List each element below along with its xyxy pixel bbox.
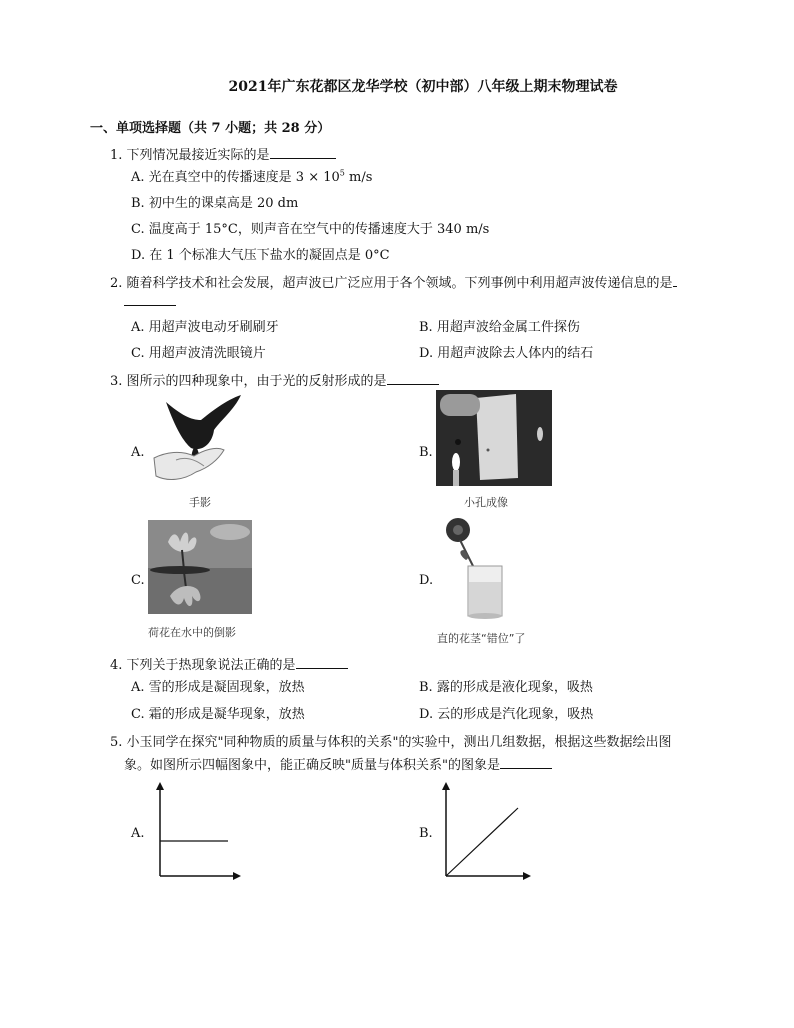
- caption-hand-shadow: 手影: [189, 496, 211, 509]
- q1-option-a[interactable]: A. 光在真空中的传播速度是 $3 \times 10^5$ m/s: [131, 168, 373, 185]
- q4-stem: 4. 下列关于热现象说法正确的是: [110, 654, 348, 673]
- q1-stem: 1. 下列情况最接近实际的是: [110, 144, 336, 163]
- q4-option-c[interactable]: C. 霜的形成是凝华现象，放热: [131, 707, 305, 722]
- q1-option-d[interactable]: D. 在 1 个标准大气压下盐水的凝固点是 0°C: [131, 248, 390, 263]
- q3-option-a[interactable]: A.: [131, 445, 145, 460]
- q1-option-b[interactable]: B. 初中生的课桌高是 20 dm: [131, 196, 299, 211]
- q5-option-a[interactable]: A.: [131, 826, 145, 841]
- q1-option-c[interactable]: C. 温度高于 15°C，则声音在空气中的传播速度大于 340 m/s: [131, 222, 490, 237]
- pinhole-imaging-image: [436, 390, 552, 486]
- answer-blank[interactable]: [500, 756, 552, 769]
- caption-flower: 直的花茎“错位”了: [437, 632, 526, 645]
- caption-pinhole: 小孔成像: [464, 496, 508, 509]
- y-axis-arrow: [156, 782, 164, 790]
- q3-option-d[interactable]: D.: [419, 573, 434, 588]
- q3-option-b[interactable]: B.: [419, 445, 433, 460]
- answer-blank[interactable]: [387, 372, 439, 385]
- graph-line-proportional: [446, 808, 518, 876]
- q4-option-d[interactable]: D. 云的形成是汽化现象，吸热: [419, 707, 594, 722]
- section-heading: 一、单项选择题（共 7 小题；共 28 分）: [90, 121, 331, 136]
- graph-a: [150, 780, 242, 880]
- answer-blank[interactable]: [296, 656, 348, 669]
- q4-option-b[interactable]: B. 露的形成是液化现象，吸热: [419, 680, 593, 695]
- q5-stem-line1: 5. 小玉同学在探究"同种物质的质量与体积的关系"的实验中，测出几组数据，根据这些数据绘出图: [110, 735, 672, 750]
- q2-option-b[interactable]: B. 用超声波给金属工件探伤: [419, 320, 580, 335]
- lotus-reflection-image: [148, 520, 252, 614]
- hand-shadow-image: [146, 390, 246, 490]
- caption-lotus: 荷花在水中的倒影: [148, 626, 236, 639]
- flower-in-glass-image: [436, 516, 512, 622]
- q2-option-a[interactable]: A. 用超声波电动牙刷刷牙: [131, 320, 279, 335]
- q2-option-c[interactable]: C. 用超声波清洗眼镜片: [131, 346, 266, 361]
- x-axis-arrow: [523, 872, 531, 880]
- q3-option-c[interactable]: C.: [131, 573, 145, 588]
- q2-stem: 2. 随着科学技术和社会发展，超声波已广泛应用于各个领域。下列事例中利用超声波传递信息的是: [110, 272, 677, 291]
- page-title: 2021年广东花都区龙华学校（初中部）八年级上期末物理试卷: [228, 79, 618, 95]
- graph-b: [436, 780, 532, 880]
- answer-blank[interactable]: [124, 291, 176, 310]
- x-axis-arrow: [233, 872, 241, 880]
- q5-option-b[interactable]: B.: [419, 826, 433, 841]
- q5-stem-line2: 象。如图所示四幅图象中，能正确反映"质量与体积关系"的图象是: [124, 754, 552, 773]
- q4-option-a[interactable]: A. 雪的形成是凝固现象，放热: [131, 680, 305, 695]
- answer-blank[interactable]: [270, 146, 336, 159]
- y-axis-arrow: [442, 782, 450, 790]
- q2-option-d[interactable]: D. 用超声波除去人体内的结石: [419, 346, 594, 361]
- q3-stem: 3. 图所示的四种现象中，由于光的反射形成的是: [110, 370, 439, 389]
